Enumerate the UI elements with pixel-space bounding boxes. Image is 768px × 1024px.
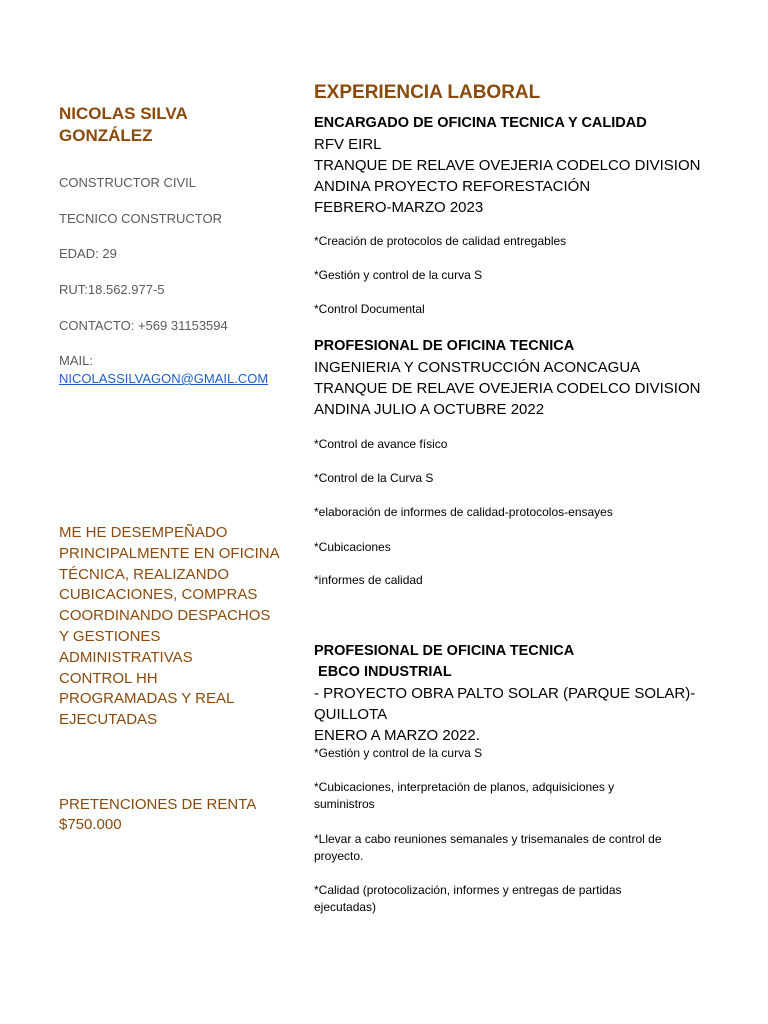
job2-line: ANDINA JULIO A OCTUBRE 2022 (314, 401, 545, 418)
job3-bullet: *Calidad (protocolización, informes y entregas de partidas ejecutadas) (314, 883, 622, 914)
summary-line: ADMINISTRATIVAS (59, 648, 193, 666)
job2-bullet: *elaboración de informes de calidad-protocolos-ensayes (314, 505, 613, 519)
salary-label: PRETENCIONES DE RENTA (59, 796, 257, 813)
summary-line: TÉCNICA, REALIZANDO (59, 565, 230, 583)
profession-civil: CONSTRUCTOR CIVIL (59, 175, 196, 190)
salary-expectation (59, 795, 289, 835)
job2-line: TRANQUE DE RELAVE OVEJERIA CODELCO DIVISION (314, 380, 701, 397)
job3-company: EBCO INDUSTRIAL (314, 664, 452, 680)
job1-bullet: *Creación de protocolos de calidad entregables (314, 234, 567, 248)
job3-line: QUILLOTA (314, 706, 388, 723)
summary-line: EJECUTADAS (59, 711, 158, 729)
profession-tecnico: TECNICO CONSTRUCTOR (59, 211, 222, 226)
summary-line: ME HE DESEMPEÑADO (59, 524, 228, 541)
job3-line: - PROYECTO OBRA PALTO SOLAR (PARQUE SOLAR)- (314, 685, 696, 702)
job2-bullet: *Control de la Curva S (314, 471, 434, 485)
job1-line: TRANQUE DE RELAVE OVEJERIA CODELCO DIVISION (314, 157, 701, 174)
job2-bullet: *informes de calidad (314, 573, 423, 587)
job1-line: FEBRERO-MARZO 2023 (314, 199, 484, 216)
job3-bullet: *Llevar a cabo reuniones semanales y trisemanales de control de proyecto. (314, 832, 662, 863)
mail-label: MAIL: (59, 353, 93, 368)
job2-bullet: *Cubicaciones (314, 540, 391, 554)
summary-line: PROGRAMADAS Y REAL (59, 690, 235, 708)
job3-bullet: *Cubicaciones, interpretación de planos, adquisiciones y suministros (314, 780, 615, 811)
name-line-2: GONZÁLEZ (59, 126, 153, 145)
candidate-name (59, 103, 279, 147)
summary-line: PRINCIPALMENTE EN OFICINA (59, 544, 280, 562)
job3-bullet: *Gestión y control de la curva S (314, 746, 483, 760)
mail-link-wrap (59, 371, 268, 387)
name-line-1: NICOLAS SILVA (59, 104, 188, 123)
summary-line: CONTROL HH (59, 669, 158, 687)
job3-line: ENERO A MARZO 2022. (314, 727, 480, 744)
job1-bullet: *Gestión y control de la curva S (314, 268, 483, 282)
salary-value: $750.000 (59, 816, 122, 833)
summary-line: COORDINANDO DESPACHOS (59, 607, 271, 625)
job2-bullet: *Control de avance físico (314, 437, 448, 451)
contact-phone: CONTACTO: +569 31153594 (59, 318, 228, 333)
email-link[interactable]: NICOLASSILVAGON@GMAIL.COM (59, 371, 269, 386)
job1-line: ANDINA PROYECTO REFORESTACIÓN (314, 178, 591, 195)
job1-title: ENCARGADO DE OFICINA TECNICA Y CALIDAD (314, 115, 647, 131)
job2-title: PROFESIONAL DE OFICINA TECNICA (314, 338, 575, 354)
age-text: EDAD: 29 (59, 246, 117, 261)
summary-line: CUBICACIONES, COMPRAS (59, 586, 258, 604)
profile-summary (59, 523, 289, 731)
job3-title: PROFESIONAL DE OFICINA TECNICA (314, 643, 575, 659)
job1-bullet: *Control Documental (314, 302, 425, 316)
section-heading-experience: EXPERIENCIA LABORAL (314, 82, 541, 103)
rut-text: RUT:18.562.977-5 (59, 282, 165, 297)
job2-line: INGENIERIA Y CONSTRUCCIÓN ACONCAGUA (314, 359, 641, 376)
summary-line: Y GESTIONES (59, 627, 161, 645)
job1-line: RFV EIRL (314, 136, 382, 153)
